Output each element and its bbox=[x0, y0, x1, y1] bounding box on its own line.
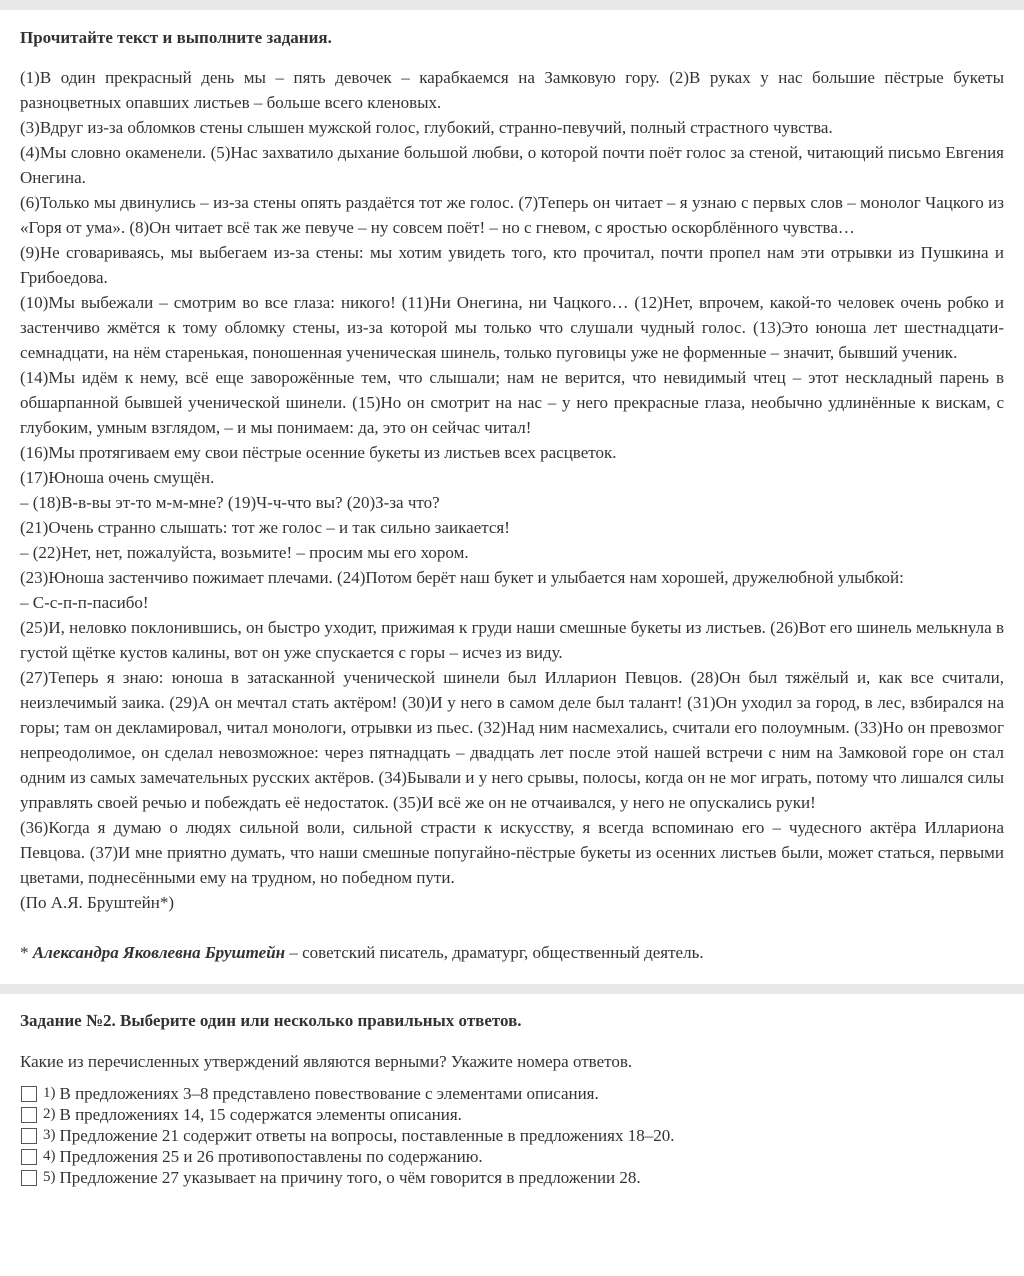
text-paragraph: (6)Только мы двинулись – из-за стены опять раздаётся тот же голос. (7)Теперь он читает – я узнаю с первых слов – монолог Чацкого из «Горя от ума». (8)Он читает всё так же певуче – ну совсем поёт! – но с гневом, с яростью оскорблённого чувства… bbox=[20, 193, 1004, 237]
text-source: (По А.Я. Бруштейн*) bbox=[20, 893, 175, 912]
text-paragraph: (14)Мы идём к нему, всё еще заворожённые тем, что слышали; нам не верится, что невидимый чтец – этот нескладный парень в обшарпанной бывшей ученической шинели. (15)Но он смотрит на нас – у него прекрасные глаза, необычно удлинённые к вискам, с глубоким, умным взглядом, – и мы понимаем: да, это он сейчас читал! bbox=[20, 368, 1004, 437]
answer-checkbox-3[interactable] bbox=[21, 1128, 37, 1144]
text-paragraph: (27)Теперь я знаю: юноша в затасканной ученической шинели был Илларион Певцов. (28)Он был тяжёлый и, как все считали, неизлечимый заика. (29)А он мечтал стать актёром! (30)И у него в самом деле был талант! (31)Он уходил за город, в лес, взбирался на горы; там он декламировал, читал монологи, отрывки из пьес. (32)Над ним насмехались, считали его полоумным. (33)Но он превозмог непреодолимое, он сделал невозможное: через пятнадцать – двадцать лет после этой нашей встречи с ним на Замковой горе он стал одним из самых замечательных русских актёров. (34)Бывали и у него срывы, полосы, когда он не мог играть, потому что лишался силы управлять своей речью и побеждать её недостаток. (35)И всё же он не отчаивался, у него не опускались руки! bbox=[20, 668, 1004, 812]
reading-text-card bbox=[0, 10, 1024, 965]
text-paragraph: – (18)В-в-вы эт-то м-м-мне? (19)Ч-ч-что вы? (20)З-за что? bbox=[20, 493, 440, 512]
text-paragraph: (3)Вдруг из-за обломков стены слышен мужской голос, глубокий, странно-певучий, полный страстного чувства. bbox=[20, 118, 833, 137]
answer-option-3[interactable] bbox=[20, 1125, 1004, 1146]
answer-options bbox=[20, 1083, 1004, 1188]
answer-option-5[interactable] bbox=[20, 1167, 1004, 1188]
option-number: 4) bbox=[43, 1148, 56, 1164]
option-number: 1) bbox=[43, 1085, 56, 1101]
reading-instruction-title: Прочитайте текст и выполните задания. bbox=[20, 28, 332, 47]
answer-checkbox-5[interactable] bbox=[21, 1170, 37, 1186]
text-paragraph: (25)И, неловко поклонившись, он быстро уходит, прижимая к груди наши смешные букеты из листьев. (26)Вот его шинель мелькнула в густой щётке кустов калины, вот он уже спускается с горы – исчез из виду. bbox=[20, 618, 1004, 662]
answer-checkbox-1[interactable] bbox=[21, 1086, 37, 1102]
footnote-star: * bbox=[20, 943, 33, 962]
text-paragraph: (17)Юноша очень смущён. bbox=[20, 468, 215, 487]
answer-option-4[interactable] bbox=[20, 1146, 1004, 1167]
text-paragraph: – С-с-п-п-пасибо! bbox=[20, 593, 149, 612]
task-2-question: Какие из перечисленных утверждений являются верными? Укажите номера ответов. bbox=[20, 1052, 633, 1071]
option-text: Предложение 27 указывает на причину того, о чём говорится в предложении 28. bbox=[59, 1167, 641, 1187]
text-paragraph: (36)Когда я думаю о людях сильной воли, сильной страсти к искусству, я всегда вспоминаю его – чудесного актёра Иллариона Певцова. (37)И мне приятно думать, что наши смешные попугайно-пёстрые букеты из осенних листьев были, может статься, первыми цветами, поднесёнными ему на трудном, но победном пути. bbox=[20, 818, 1004, 887]
text-paragraph: (1)В один прекрасный день мы – пять девочек – карабкаемся на Замковую гору. (2)В руках у нас большие пёстрые букеты разноцветных опавших листьев – больше всего кленовых. bbox=[20, 68, 1004, 112]
text-paragraph: (4)Мы словно окаменели. (5)Нас захватило дыхание большой любви, о которой почти поёт голос за стеной, читающий письмо Евгения Онегина. bbox=[20, 143, 1004, 187]
text-paragraph: (9)Не сговариваясь, мы выбегаем из-за стены: мы хотим увидеть того, кто прочитал, почти пропел нам эти отрывки из Пушкина и Грибоедова. bbox=[20, 243, 1004, 287]
answer-option-2[interactable] bbox=[20, 1104, 1004, 1125]
option-text: В предложениях 3–8 представлено повествование с элементами описания. bbox=[59, 1083, 599, 1103]
task-2-title: Задание №2. Выберите один или несколько правильных ответов. bbox=[20, 1011, 522, 1030]
option-text: Предложения 25 и 26 противопоставлены по содержанию. bbox=[59, 1146, 483, 1166]
option-number: 5) bbox=[43, 1169, 56, 1185]
text-paragraph: (16)Мы протягиваем ему свои пёстрые осенние букеты из листьев всех расцветок. bbox=[20, 443, 617, 462]
text-paragraph: (21)Очень странно слышать: тот же голос – и так сильно заикается! bbox=[20, 518, 510, 537]
option-number: 3) bbox=[43, 1127, 56, 1143]
answer-option-1[interactable] bbox=[20, 1083, 1004, 1104]
text-paragraph: – (22)Нет, нет, пожалуйста, возьмите! – просим мы его хором. bbox=[20, 543, 469, 562]
reading-text bbox=[20, 65, 1004, 915]
task-2-card bbox=[0, 994, 1024, 1188]
top-separator bbox=[0, 0, 1024, 10]
author-footnote bbox=[20, 940, 1004, 965]
text-paragraph: (23)Юноша застенчиво пожимает плечами. (24)Потом берёт наш букет и улыбается нам хорошей, дружелюбной улыбкой: bbox=[20, 568, 904, 587]
option-text: Предложение 21 содержит ответы на вопросы, поставленные в предложениях 18–20. bbox=[59, 1125, 675, 1145]
footnote-author: Александра Яковлевна Бруштейн bbox=[32, 943, 286, 962]
text-paragraph: (10)Мы выбежали – смотрим во все глаза: никого! (11)Ни Онегина, ни Чацкого… (12)Нет, впрочем, какой-то человек очень робко и застенчиво жмётся к тому обломку стены, из-за которой мы только что слушали чудный голос. (13)Это юноша лет шестнадцати-семнадцати, на нём старенькая, поношенная ученическая шинель, только пуговицы уже не форменные – значит, бывший ученик. bbox=[20, 293, 1004, 362]
footnote-description: – советский писатель, драматург, общественный деятель. bbox=[285, 943, 704, 962]
option-number: 2) bbox=[43, 1106, 56, 1122]
section-separator bbox=[0, 984, 1024, 994]
option-text: В предложениях 14, 15 содержатся элементы описания. bbox=[59, 1104, 462, 1124]
answer-checkbox-4[interactable] bbox=[21, 1149, 37, 1165]
answer-checkbox-2[interactable] bbox=[21, 1107, 37, 1123]
